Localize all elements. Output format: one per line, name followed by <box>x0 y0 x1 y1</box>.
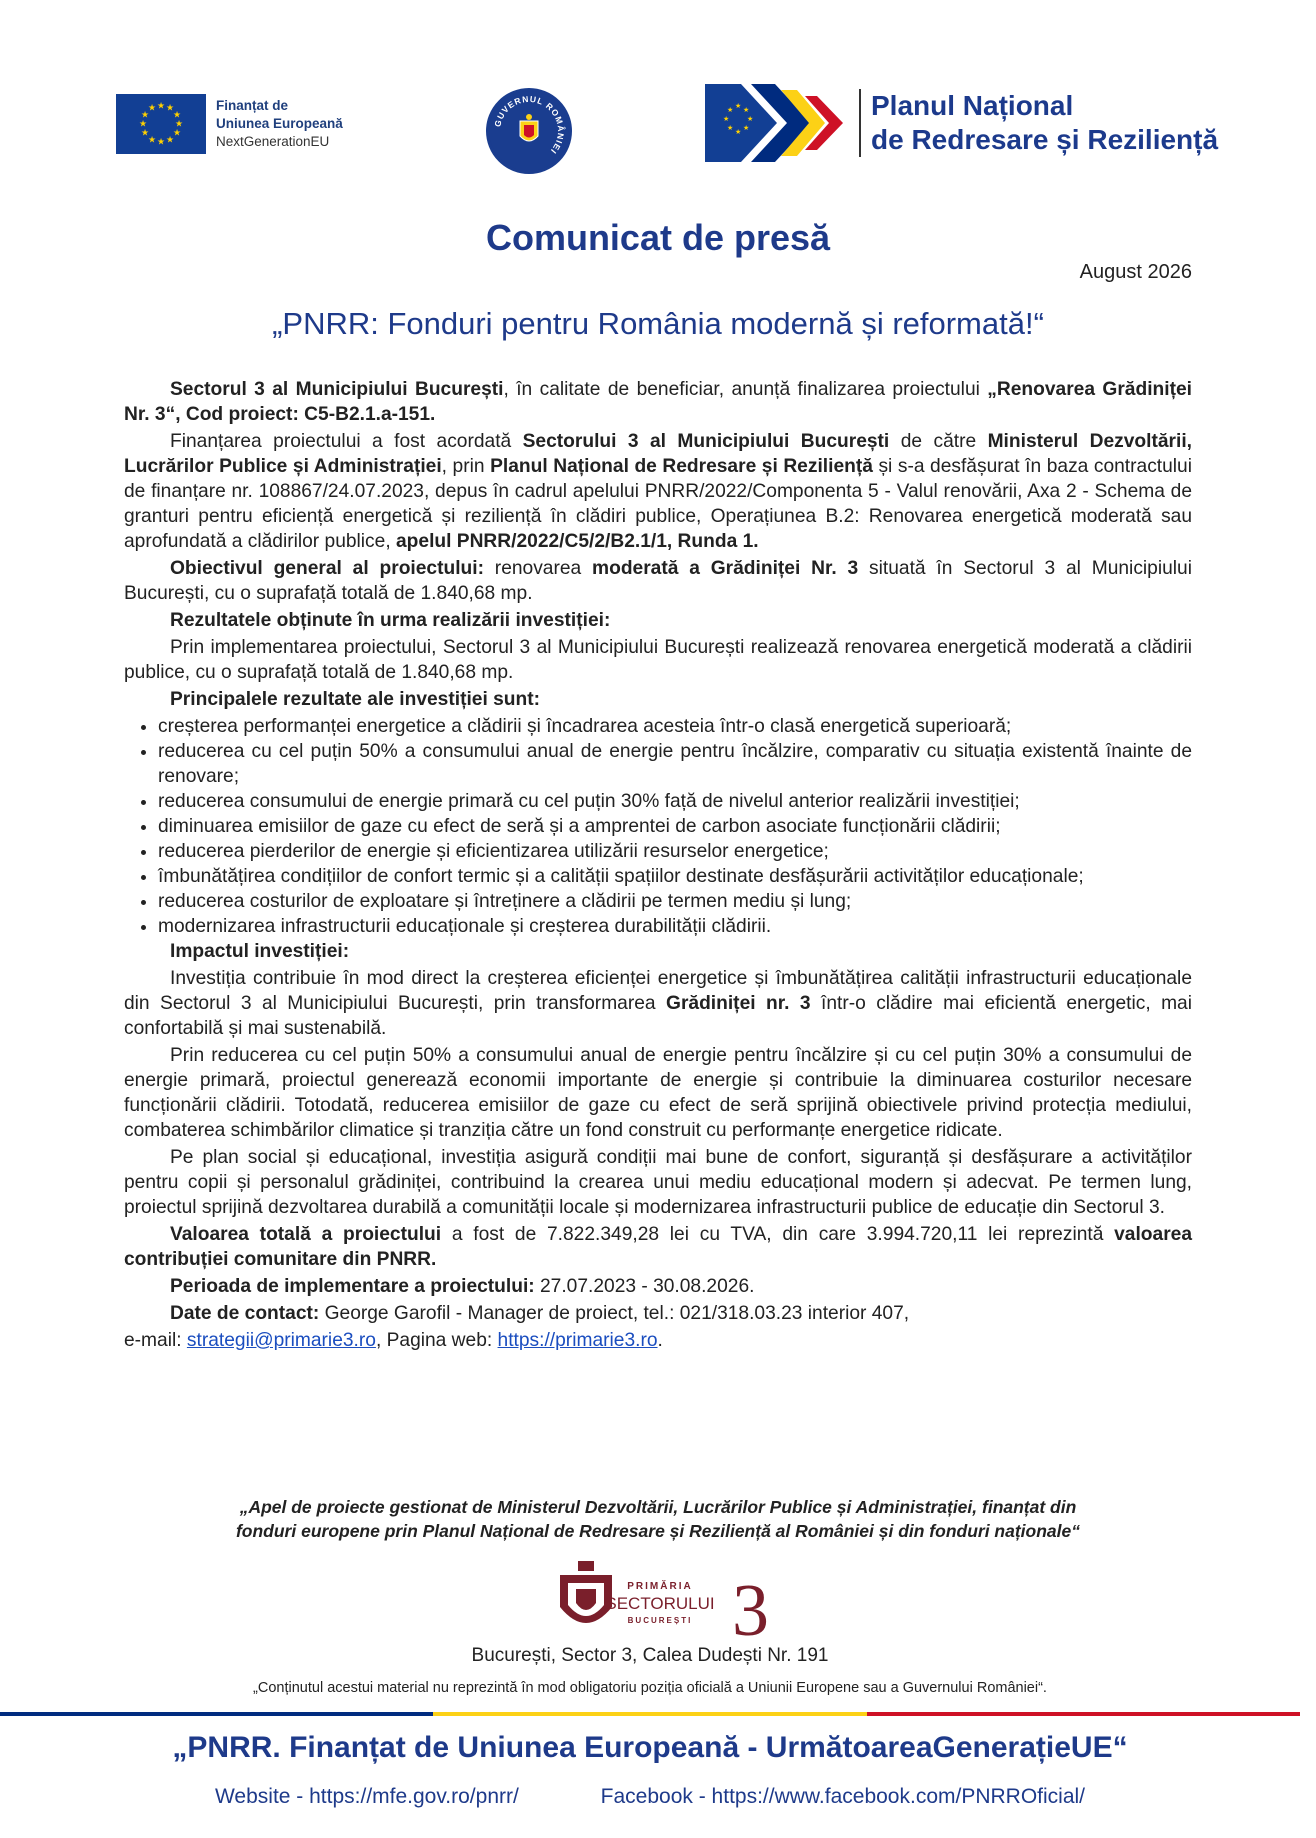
pnrr-logo <box>705 84 1218 162</box>
list-item: • reducerea costurilor de exploatare și întreținere a clădirii pe termen mediu și lung; <box>158 889 1192 914</box>
gov-seal-text: GUVERNUL ROMÂNIEI <box>492 93 567 157</box>
heading-results: Rezultatele obținute în urma realizării investiției: <box>170 610 611 631</box>
footer-facebook-link[interactable]: Facebook - https://www.facebook.com/PNRROficial/ <box>600 1785 1086 1808</box>
eu-flag-icon: ★ ★ ★ ★ ★ ★ ★ ★ ★ ★ ★ ★ <box>116 94 206 154</box>
disclaimer: „Conținutul acestui material nu reprezintă în mod obligatoriu poziția oficială a Uniunii Europene sau a Guvernului României“. <box>253 1680 1047 1696</box>
pnrr-logo-line2: de Redresare și Reziliență <box>871 124 1219 155</box>
funding-note-line1: „Apel de proiecte gestionat de Ministerul Dezvoltării, Lucrărilor Publice și Administrației, finanțat din <box>239 1497 1077 1517</box>
paragraph-results: Prin implementarea proiectului, Sectorul 3 al Municipiului București realizează renovarea energetică moderată a clădirii publice, cu o suprafață totală de 1.840,68 mp. <box>124 637 1192 683</box>
page-title: Comunicat de presă <box>485 217 831 258</box>
paragraph-objective: Obiectivul general al proiectului: renovarea moderată a Grădiniței Nr. 3 situată în Sectorul 3 al Municipiului București, cu o suprafață totală de 1.840,68 mp. <box>124 558 1192 604</box>
eu-funding-logo <box>116 94 343 154</box>
list-item: • reducerea pierderilor de energie și eficientizarea utilizării resurselor energetice; <box>158 839 1192 864</box>
address: București, Sector 3, Calea Dudești Nr. 191 <box>471 1645 829 1666</box>
contact-website-link[interactable]: https://primarie3.ro <box>497 1330 658 1351</box>
svg-text:★: ★ <box>727 107 734 114</box>
eu-logo-line1: Finanțat de <box>216 98 289 113</box>
heading-impact: Impactul investiției: <box>170 941 350 962</box>
paragraph-contact-links: e-mail: strategii@primarie3.ro, Pagina web: https://primarie3.ro. <box>124 1330 663 1351</box>
svg-text:★: ★ <box>743 125 750 132</box>
pnrr-arrows-icon <box>705 84 849 162</box>
pnrr-logo-line1: Planul Național <box>871 90 1074 121</box>
heading-main-results: Principalele rezultate ale investiției sunt: <box>170 689 541 710</box>
sector3-logo-number: 3 <box>732 1570 769 1652</box>
paragraph-beneficiary: Sectorul 3 al Municipiului București, în calitate de beneficiar, anunță finalizarea proiectului „Renovarea Grădiniței Nr. 3“, Cod proiect: C5-B2.1.a-151. <box>124 379 1192 425</box>
paragraph-project-value: Valoarea totală a proiectului a fost de 7.822.349,28 lei cu TVA, din care 3.994.720,11 lei reprezintă valoarea contribuției comunitare din PNRR. <box>124 1224 1192 1270</box>
press-release-date: August 2026 <box>1079 261 1192 283</box>
funding-note <box>0 1495 1316 1543</box>
svg-text:★: ★ <box>735 103 742 110</box>
list-item: • creșterea performanței energetice a clădirii și încadrarea acesteia într-o clasă energetică superioară; <box>158 714 1192 739</box>
sector3-logo-line2: SECTORULUI <box>605 1594 715 1613</box>
sector3-logo-line1: PRIMĂRIA <box>627 1581 693 1592</box>
svg-text:★: ★ <box>743 107 750 114</box>
sector3-logo-line3: BUCUREȘTI <box>627 1616 693 1625</box>
svg-text:★: ★ <box>747 116 754 123</box>
list-item: • reducerea cu cel puțin 50% a consumului anual de energie pentru încălzire, comparativ cu situația existentă înainte de renovare; <box>158 739 1192 789</box>
list-item: • diminuarea emisiilor de gaze cu efect de seră și a amprentei de carbon asociate funcționării clădirii; <box>158 814 1192 839</box>
list-item: • îmbunătățirea condițiilor de confort termic și a calității spațiilor destinate desfășurării activităților educaționale; <box>158 864 1192 889</box>
results-list <box>124 714 1192 939</box>
list-item: • modernizarea infrastructurii educaționale și creșterea durabilității clădirii. <box>158 914 1192 939</box>
paragraph-implementation-period: Perioada de implementare a proiectului: 27.07.2023 - 30.08.2026. <box>170 1276 755 1297</box>
press-release-body <box>124 377 1192 1355</box>
paragraph-impact: Investiția contribuie în mod direct la creșterea eficienței energetice și îmbunătățirea calității infrastructurii educaționale din Sectorul 3 al Municipiului București, prin transformarea Grădiniței nr. 3 într-o clădire mai eficientă energetic, mai confortabilă și mai sustenabilă. <box>124 968 1192 1039</box>
government-seal-icon <box>486 88 572 174</box>
svg-text:★: ★ <box>735 129 742 136</box>
paragraph-social-impact: Pe plan social și educațional, investiția asigură condiții mai bune de confort, siguranță și desfășurare a activităților pentru copii și personalul grădiniței, contribuind la crearea unui mediu educațional modern și adecvat. Pe termen lung, proiectul sprijină dezvoltarea durabilă a comunității locale și modernizarea infrastructurii publice de educație din Sectorul 3. <box>124 1147 1192 1218</box>
svg-text:★: ★ <box>727 125 734 132</box>
eu-logo-line2: Uniunea Europeană <box>216 116 343 131</box>
list-item: • reducerea consumului de energie primară cu cel puțin 30% față de nivelul anterior realizării investiției; <box>158 789 1192 814</box>
footer-website-link[interactable]: Website - https://mfe.gov.ro/pnrr/ <box>214 1785 519 1808</box>
svg-text:★: ★ <box>723 116 730 123</box>
footer-slogan: „PNRR. Finanțat de Uniunea Europeană - UrmătoareaGenerațieUE“ <box>172 1731 1128 1764</box>
funding-note-line2: fonduri europene prin Planul Național de Redresare și Reziliență al României și din fonduri naționale“ <box>235 1521 1081 1541</box>
contact-email-link[interactable]: strategii@primarie3.ro <box>186 1330 376 1351</box>
footer-links <box>0 1785 1300 1809</box>
sector3-coat-of-arms-icon <box>560 1561 612 1623</box>
paragraph-financing: Finanțarea proiectului a fost acordată Sectorului 3 al Municipiului București de către Ministerul Dezvoltării, Lucrărilor Publice și Administrației, prin Planul Național de Redresare și Reziliență și s-a desfășurat în baza contractului de finanțare nr. 108867/24.07.2023, depus în cadrul apelului PNRR/2022/Componenta 5 - Valul renovării, Axa 2 - Schema de granturi pentru eficiență energetică și reziliență în clădiri publice, Operațiunea B.2: Renovarea energetică moderată sau aprofundată a clădirilor publice, apelul PNRR/2022/C5/2/B2.1/1, Runda 1. <box>124 431 1192 552</box>
paragraph-contact: Date de contact: George Garofil - Manager de proiect, tel.: 021/318.03.23 interior 407, <box>170 1303 910 1324</box>
press-release-subtitle: „PNRR: Fonduri pentru România modernă și reformată!“ <box>272 306 1044 341</box>
eu-logo-line3: NextGenerationEU <box>216 134 330 149</box>
paragraph-energy-savings: Prin reducerea cu cel puțin 50% a consumului anual de energie pentru încălzire și cu cel puțin 30% a consumului de energie primară, proiectul generează economii importante de energie și contribuie la diminuarea costurilor necesare funcționării clădirii. Totodată, reducerea emisiilor de gaze cu efect de seră sprijină obiectivele privind protecția mediului, combaterea schimbărilor climatice și tranziția către un fond construit cu performanțe energetice ridicate. <box>124 1045 1192 1141</box>
tricolor-divider <box>0 1712 1300 1716</box>
sector3-logo <box>552 1555 769 1652</box>
